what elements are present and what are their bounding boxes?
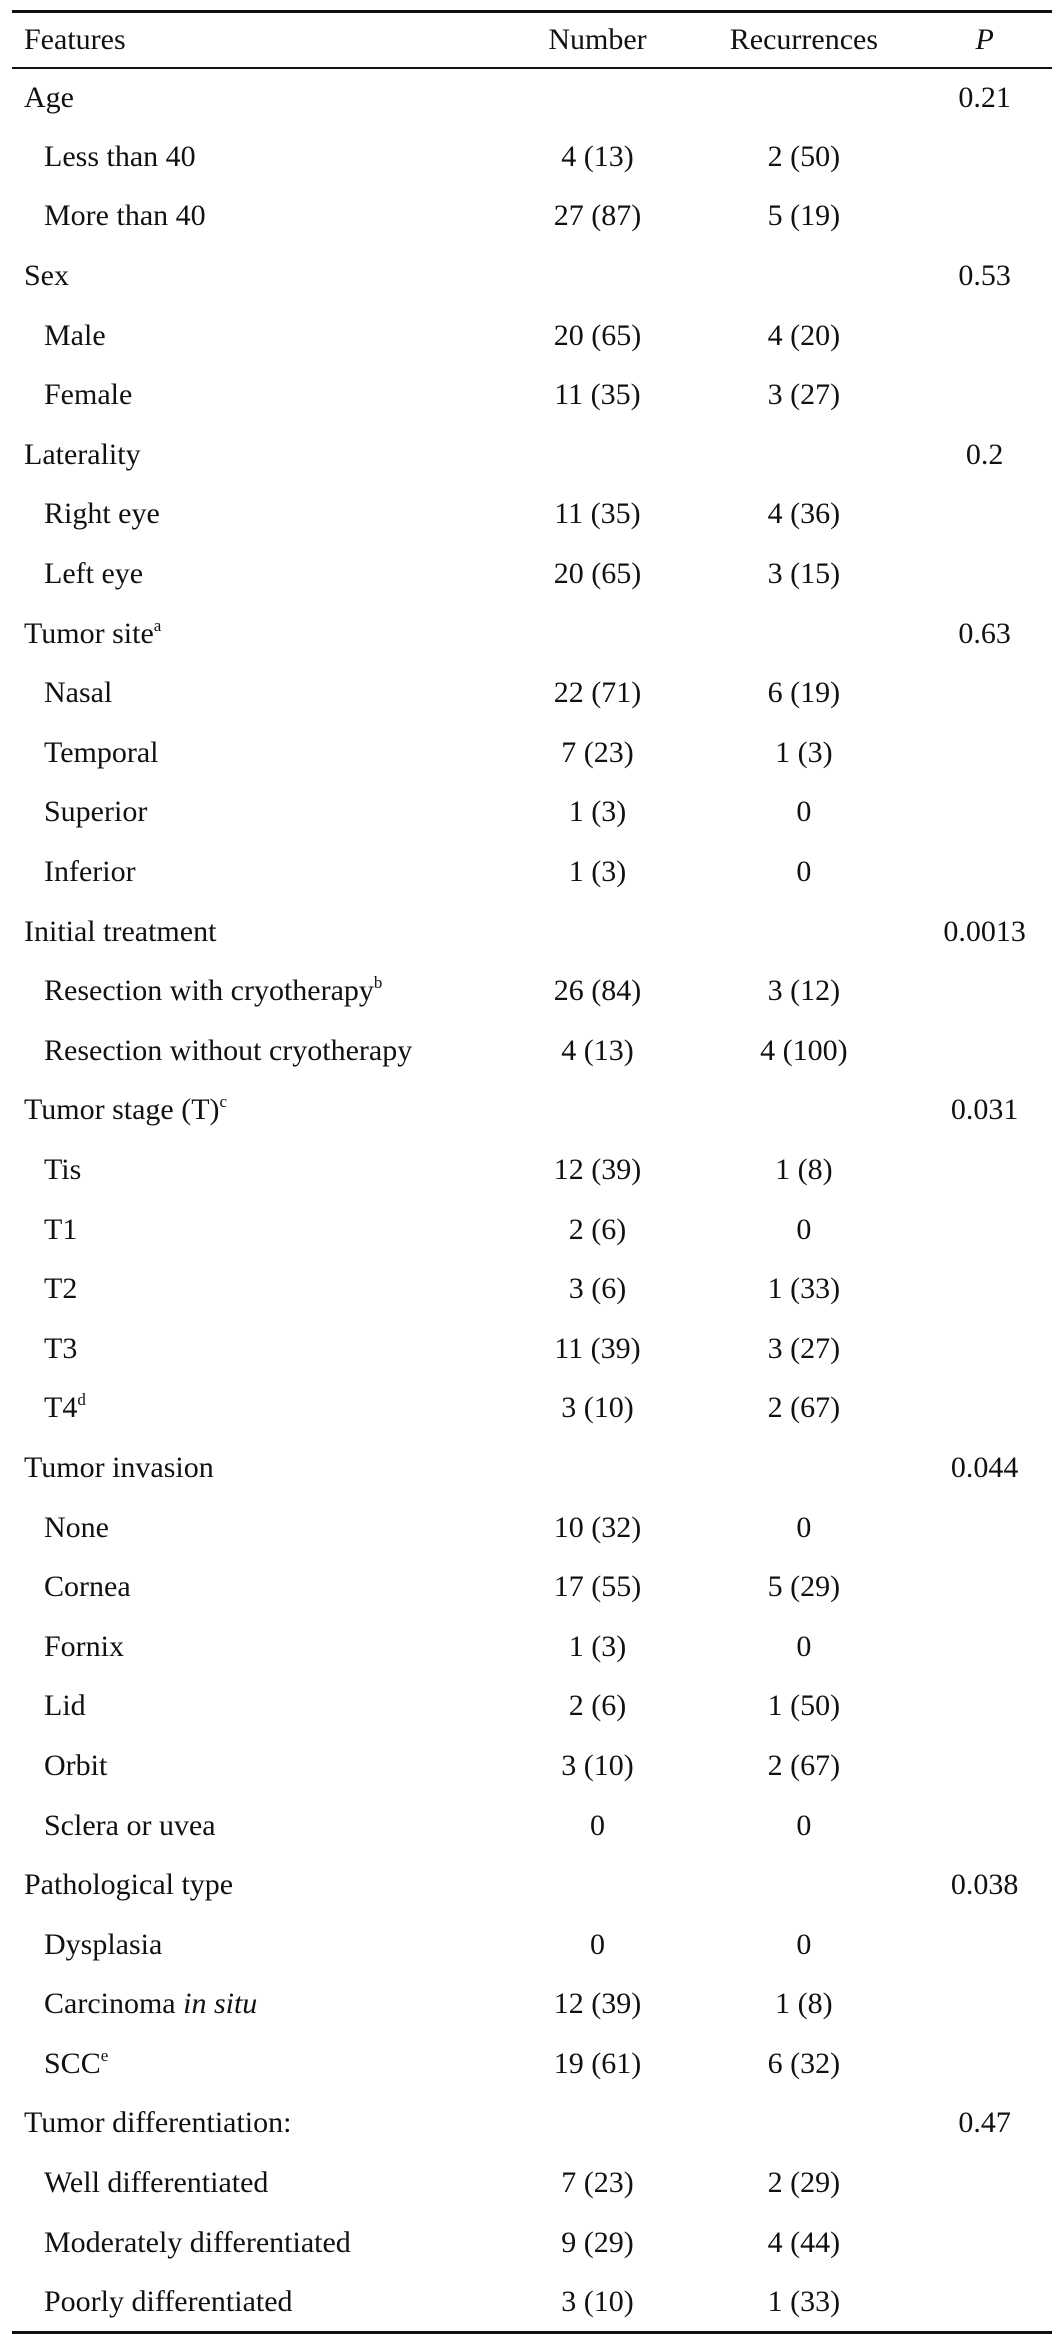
- group-row: [12, 2094, 1052, 2154]
- table-row: [12, 127, 1052, 187]
- label-text: Age: [24, 80, 74, 114]
- p-value-cell: [917, 1259, 1052, 1319]
- number-cell: 7 (23): [561, 735, 634, 769]
- footnote-marker: d: [77, 1390, 86, 1410]
- recurrences-cell: 1 (8): [775, 1152, 833, 1186]
- label-text: Superior: [44, 795, 148, 829]
- table-row: [12, 2213, 1052, 2273]
- recurrences-cell: 0: [796, 855, 812, 889]
- recurrences-cell: 4 (36): [767, 497, 841, 531]
- recurrences-cell: [690, 68, 917, 128]
- p-value-cell: [917, 1557, 1052, 1617]
- group-label: [12, 604, 504, 664]
- label-text: Female: [44, 378, 133, 412]
- label-text: Male: [44, 318, 106, 352]
- label-text: Less than 40: [44, 139, 196, 173]
- number-cell: 0: [589, 1927, 605, 1961]
- row-label: [12, 1319, 504, 1379]
- recurrences-cell: 2 (67): [767, 1391, 841, 1425]
- header-p-label: P: [975, 22, 994, 56]
- label-text: T4: [44, 1391, 78, 1425]
- row-label: [12, 1379, 504, 1439]
- group-label: [12, 1855, 504, 1915]
- header-features: Features: [12, 12, 504, 68]
- p-value-cell: [917, 1677, 1052, 1737]
- table-row: [12, 783, 1052, 843]
- recurrences-cell: [690, 246, 917, 306]
- label-text: T1: [44, 1212, 78, 1246]
- label-text: SCC: [44, 2046, 101, 2080]
- recurrences-cell: [690, 1855, 917, 1915]
- row-label: [12, 1021, 504, 1081]
- row-label: [12, 2034, 504, 2094]
- number-cell: 20 (65): [553, 318, 642, 352]
- table-row: [12, 1319, 1052, 1379]
- table-row: [12, 306, 1052, 366]
- group-row: [12, 902, 1052, 962]
- footnote-marker: b: [373, 973, 383, 993]
- row-label: [12, 1677, 504, 1737]
- row-label: [12, 1975, 504, 2035]
- label-text: Lid: [44, 1689, 86, 1723]
- p-value-cell: [917, 127, 1052, 187]
- number-cell: [504, 1438, 690, 1498]
- p-value-cell: [917, 842, 1052, 902]
- recurrences-cell: [690, 1081, 917, 1141]
- group-row: [12, 425, 1052, 485]
- label-text: Right eye: [44, 497, 160, 531]
- p-value-cell: [917, 2272, 1052, 2332]
- number-cell: 12 (39): [553, 1987, 642, 2021]
- number-cell: 7 (23): [561, 2166, 634, 2200]
- header-number: Number: [504, 12, 690, 68]
- table-row: [12, 1259, 1052, 1319]
- table-row: [12, 1021, 1052, 1081]
- table-row: [12, 1677, 1052, 1737]
- row-label: [12, 485, 504, 545]
- recurrences-cell: 5 (29): [767, 1570, 841, 1604]
- row-label: [12, 783, 504, 843]
- recurrences-cell: 1 (8): [775, 1987, 833, 2021]
- row-label: [12, 842, 504, 902]
- row-label: [12, 2213, 504, 2273]
- recurrence-features-table: [12, 10, 1052, 2334]
- number-cell: [504, 425, 690, 485]
- number-cell: 11 (39): [554, 1331, 641, 1365]
- number-cell: 12 (39): [553, 1152, 642, 1186]
- label-text: Orbit: [44, 1748, 108, 1782]
- table-row: [12, 1557, 1052, 1617]
- row-label: [12, 663, 504, 723]
- recurrences-cell: 0: [796, 1808, 812, 1842]
- recurrences-cell: [690, 2094, 917, 2154]
- label-text: Resection with cryotherapy: [44, 974, 374, 1008]
- row-label: [12, 187, 504, 247]
- label-text: Tumor site: [24, 616, 154, 650]
- number-cell: 1 (3): [568, 855, 627, 889]
- recurrences-cell: 0: [796, 1510, 812, 1544]
- number-cell: 3 (10): [561, 1748, 634, 1782]
- p-value-cell: [917, 485, 1052, 545]
- number-cell: 3 (10): [561, 1391, 634, 1425]
- row-label: [12, 544, 504, 604]
- label-text: Poorly differentiated: [44, 2284, 293, 2318]
- row-label: [12, 365, 504, 425]
- recurrences-cell: 3 (27): [767, 378, 841, 412]
- label-text: Tumor invasion: [24, 1450, 214, 1484]
- number-cell: 3 (6): [568, 1272, 627, 1306]
- group-label: [12, 68, 504, 128]
- p-value-cell: 0.031: [950, 1093, 1019, 1127]
- number-cell: 3 (10): [504, 2272, 690, 2332]
- table-row: [12, 961, 1052, 1021]
- label-text: Dysplasia: [44, 1927, 163, 1961]
- header-recurrences: Recurrences: [690, 12, 917, 68]
- label-text: Cornea: [44, 1570, 131, 1604]
- row-label: [12, 1736, 504, 1796]
- label-italic: in situ: [183, 1987, 258, 2021]
- recurrences-cell: 3 (12): [767, 974, 841, 1008]
- number-cell: 9 (29): [561, 2225, 634, 2259]
- p-value-cell: [917, 365, 1052, 425]
- label-text: Fornix: [44, 1629, 125, 1663]
- table-row: [12, 723, 1052, 783]
- row-label: [12, 1557, 504, 1617]
- p-value-cell: 0.044: [950, 1450, 1019, 1484]
- number-cell: 1 (3): [568, 795, 627, 829]
- table-row: [12, 1796, 1052, 1856]
- recurrences-cell: 2 (67): [767, 1748, 841, 1782]
- recurrences-cell: 2 (50): [767, 139, 841, 173]
- number-cell: 4 (13): [561, 139, 634, 173]
- p-value-cell: [917, 1975, 1052, 2035]
- label-text: Resection without cryotherapy: [44, 1033, 413, 1067]
- number-cell: 11 (35): [554, 497, 641, 531]
- recurrences-cell: 2 (29): [767, 2166, 841, 2200]
- label-text: T3: [44, 1331, 78, 1365]
- number-cell: 27 (87): [553, 199, 642, 233]
- label-text: Tumor differentiation:: [24, 2106, 292, 2140]
- table-row: [12, 1915, 1052, 1975]
- recurrences-cell: 3 (27): [767, 1331, 841, 1365]
- group-label: [12, 902, 504, 962]
- number-cell: 10 (32): [553, 1510, 642, 1544]
- number-cell: 19 (61): [553, 2046, 642, 2080]
- table-row: [12, 544, 1052, 604]
- group-label: [12, 425, 504, 485]
- p-value-cell: [917, 1796, 1052, 1856]
- row-label: [12, 1200, 504, 1260]
- label-text: Moderately differentiated: [44, 2225, 351, 2259]
- number-cell: [504, 604, 690, 664]
- p-value-cell: [917, 1498, 1052, 1558]
- p-value-cell: [917, 1736, 1052, 1796]
- p-value-cell: 0.038: [950, 1868, 1019, 1902]
- p-value-cell: [917, 1140, 1052, 1200]
- number-cell: 2 (6): [568, 1212, 627, 1246]
- recurrences-cell: 6 (19): [767, 676, 841, 710]
- table-row: [12, 1140, 1052, 1200]
- p-value-cell: [917, 961, 1052, 1021]
- p-value-cell: 0.63: [958, 616, 1011, 650]
- row-label: [12, 1259, 504, 1319]
- table-row: [12, 187, 1052, 247]
- table-row: [12, 1379, 1052, 1439]
- table-row: [12, 663, 1052, 723]
- label-text: Tumor stage (T): [24, 1093, 220, 1127]
- recurrences-cell: 1 (50): [767, 1689, 841, 1723]
- number-cell: [504, 246, 690, 306]
- p-value-cell: [917, 2034, 1052, 2094]
- p-value-cell: [917, 544, 1052, 604]
- table-row: [12, 1200, 1052, 1260]
- number-cell: 4 (13): [561, 1033, 634, 1067]
- group-label: [12, 1438, 504, 1498]
- row-label: [12, 723, 504, 783]
- label-text: Left eye: [44, 557, 144, 591]
- recurrences-cell: 1 (33): [690, 2272, 917, 2332]
- label-text: Well differentiated: [44, 2166, 269, 2200]
- number-cell: [504, 2094, 690, 2154]
- number-cell: 20 (65): [553, 557, 642, 591]
- group-row: [12, 1438, 1052, 1498]
- number-cell: [504, 68, 690, 128]
- number-cell: 22 (71): [553, 676, 642, 710]
- p-value-cell: [917, 2213, 1052, 2273]
- row-label: [12, 1140, 504, 1200]
- p-value-cell: [917, 663, 1052, 723]
- group-row: [12, 1081, 1052, 1141]
- table-row: [12, 1617, 1052, 1677]
- number-cell: 1 (3): [568, 1629, 627, 1663]
- group-label: [12, 246, 504, 306]
- table-row: [12, 485, 1052, 545]
- recurrences-cell: 4 (44): [767, 2225, 841, 2259]
- p-value-cell: [917, 2153, 1052, 2213]
- recurrences-cell: 6 (32): [767, 2046, 841, 2080]
- row-label: [12, 961, 504, 1021]
- recurrences-cell: [690, 902, 917, 962]
- row-label: [12, 306, 504, 366]
- recurrences-cell: 0: [796, 795, 812, 829]
- table-row: [12, 365, 1052, 425]
- recurrences-cell: 4 (20): [767, 318, 841, 352]
- group-label: [12, 1081, 504, 1141]
- group-label: [12, 2094, 504, 2154]
- recurrences-cell: 4 (100): [760, 1033, 848, 1067]
- number-cell: 17 (55): [553, 1570, 642, 1604]
- label-text: Nasal: [44, 676, 113, 710]
- p-value-cell: [917, 1200, 1052, 1260]
- p-value-cell: 0.53: [958, 259, 1011, 293]
- header-p: [917, 12, 1052, 68]
- recurrences-cell: 1 (3): [775, 735, 833, 769]
- label-text: Pathological type: [24, 1868, 234, 1902]
- table-row: [12, 2034, 1052, 2094]
- table-header: [12, 12, 1052, 68]
- number-cell: [504, 902, 690, 962]
- group-row: [12, 604, 1052, 664]
- table-body: [12, 68, 1052, 2333]
- number-cell: 2 (6): [568, 1689, 627, 1723]
- p-value-cell: [917, 306, 1052, 366]
- table-row: [12, 1975, 1052, 2035]
- label-text: Carcinoma: [44, 1987, 184, 2021]
- p-value-cell: [917, 783, 1052, 843]
- header-row: [12, 12, 1052, 68]
- p-value-cell: 0.2: [965, 437, 1004, 471]
- p-value-cell: 0.21: [958, 80, 1011, 114]
- table-row: [12, 2272, 1052, 2332]
- table-row: [12, 1498, 1052, 1558]
- number-cell: [504, 1855, 690, 1915]
- recurrences-cell: 0: [796, 1927, 812, 1961]
- recurrences-cell: [690, 1438, 917, 1498]
- row-label: [12, 2272, 504, 2332]
- footnote-marker: a: [153, 615, 162, 635]
- row-label: [12, 1915, 504, 1975]
- label-text: Sex: [24, 259, 69, 293]
- p-value-cell: [917, 1915, 1052, 1975]
- group-row: [12, 1855, 1052, 1915]
- number-cell: 0: [589, 1808, 605, 1842]
- label-text: Sclera or uvea: [44, 1808, 216, 1842]
- number-cell: 11 (35): [554, 378, 641, 412]
- row-label: [12, 1796, 504, 1856]
- p-value-cell: [917, 1379, 1052, 1439]
- table-row: [12, 2153, 1052, 2213]
- recurrences-cell: 1 (33): [767, 1272, 841, 1306]
- p-value-cell: [917, 1319, 1052, 1379]
- group-row: [12, 246, 1052, 306]
- footnote-marker: c: [219, 1092, 228, 1112]
- recurrences-cell: 3 (15): [767, 557, 841, 591]
- recurrences-cell: [690, 604, 917, 664]
- p-value-cell: [917, 1617, 1052, 1677]
- label-text: Initial treatment: [24, 914, 217, 948]
- row-label: [12, 2153, 504, 2213]
- label-text: Laterality: [24, 437, 141, 471]
- recurrences-cell: 0: [796, 1212, 812, 1246]
- p-value-cell: 0.47: [958, 2106, 1011, 2140]
- recurrences-cell: [690, 425, 917, 485]
- p-value-cell: 0.0013: [943, 914, 1026, 948]
- label-text: T2: [44, 1272, 78, 1306]
- row-label: [12, 1498, 504, 1558]
- label-text: Inferior: [44, 855, 136, 889]
- recurrences-cell: 0: [796, 1629, 812, 1663]
- p-value-cell: [917, 187, 1052, 247]
- table-row: [12, 1736, 1052, 1796]
- number-cell: 26 (84): [553, 974, 642, 1008]
- recurrences-cell: 5 (19): [767, 199, 841, 233]
- p-value-cell: [917, 723, 1052, 783]
- row-label: [12, 1617, 504, 1677]
- label-text: Tis: [44, 1152, 82, 1186]
- number-cell: [504, 1081, 690, 1141]
- label-text: Temporal: [44, 735, 159, 769]
- row-label: [12, 127, 504, 187]
- label-text: More than 40: [44, 199, 206, 233]
- footnote-marker: e: [100, 2045, 109, 2065]
- group-row: [12, 68, 1052, 128]
- table-row: [12, 842, 1052, 902]
- label-text: None: [44, 1510, 109, 1544]
- p-value-cell: [917, 1021, 1052, 1081]
